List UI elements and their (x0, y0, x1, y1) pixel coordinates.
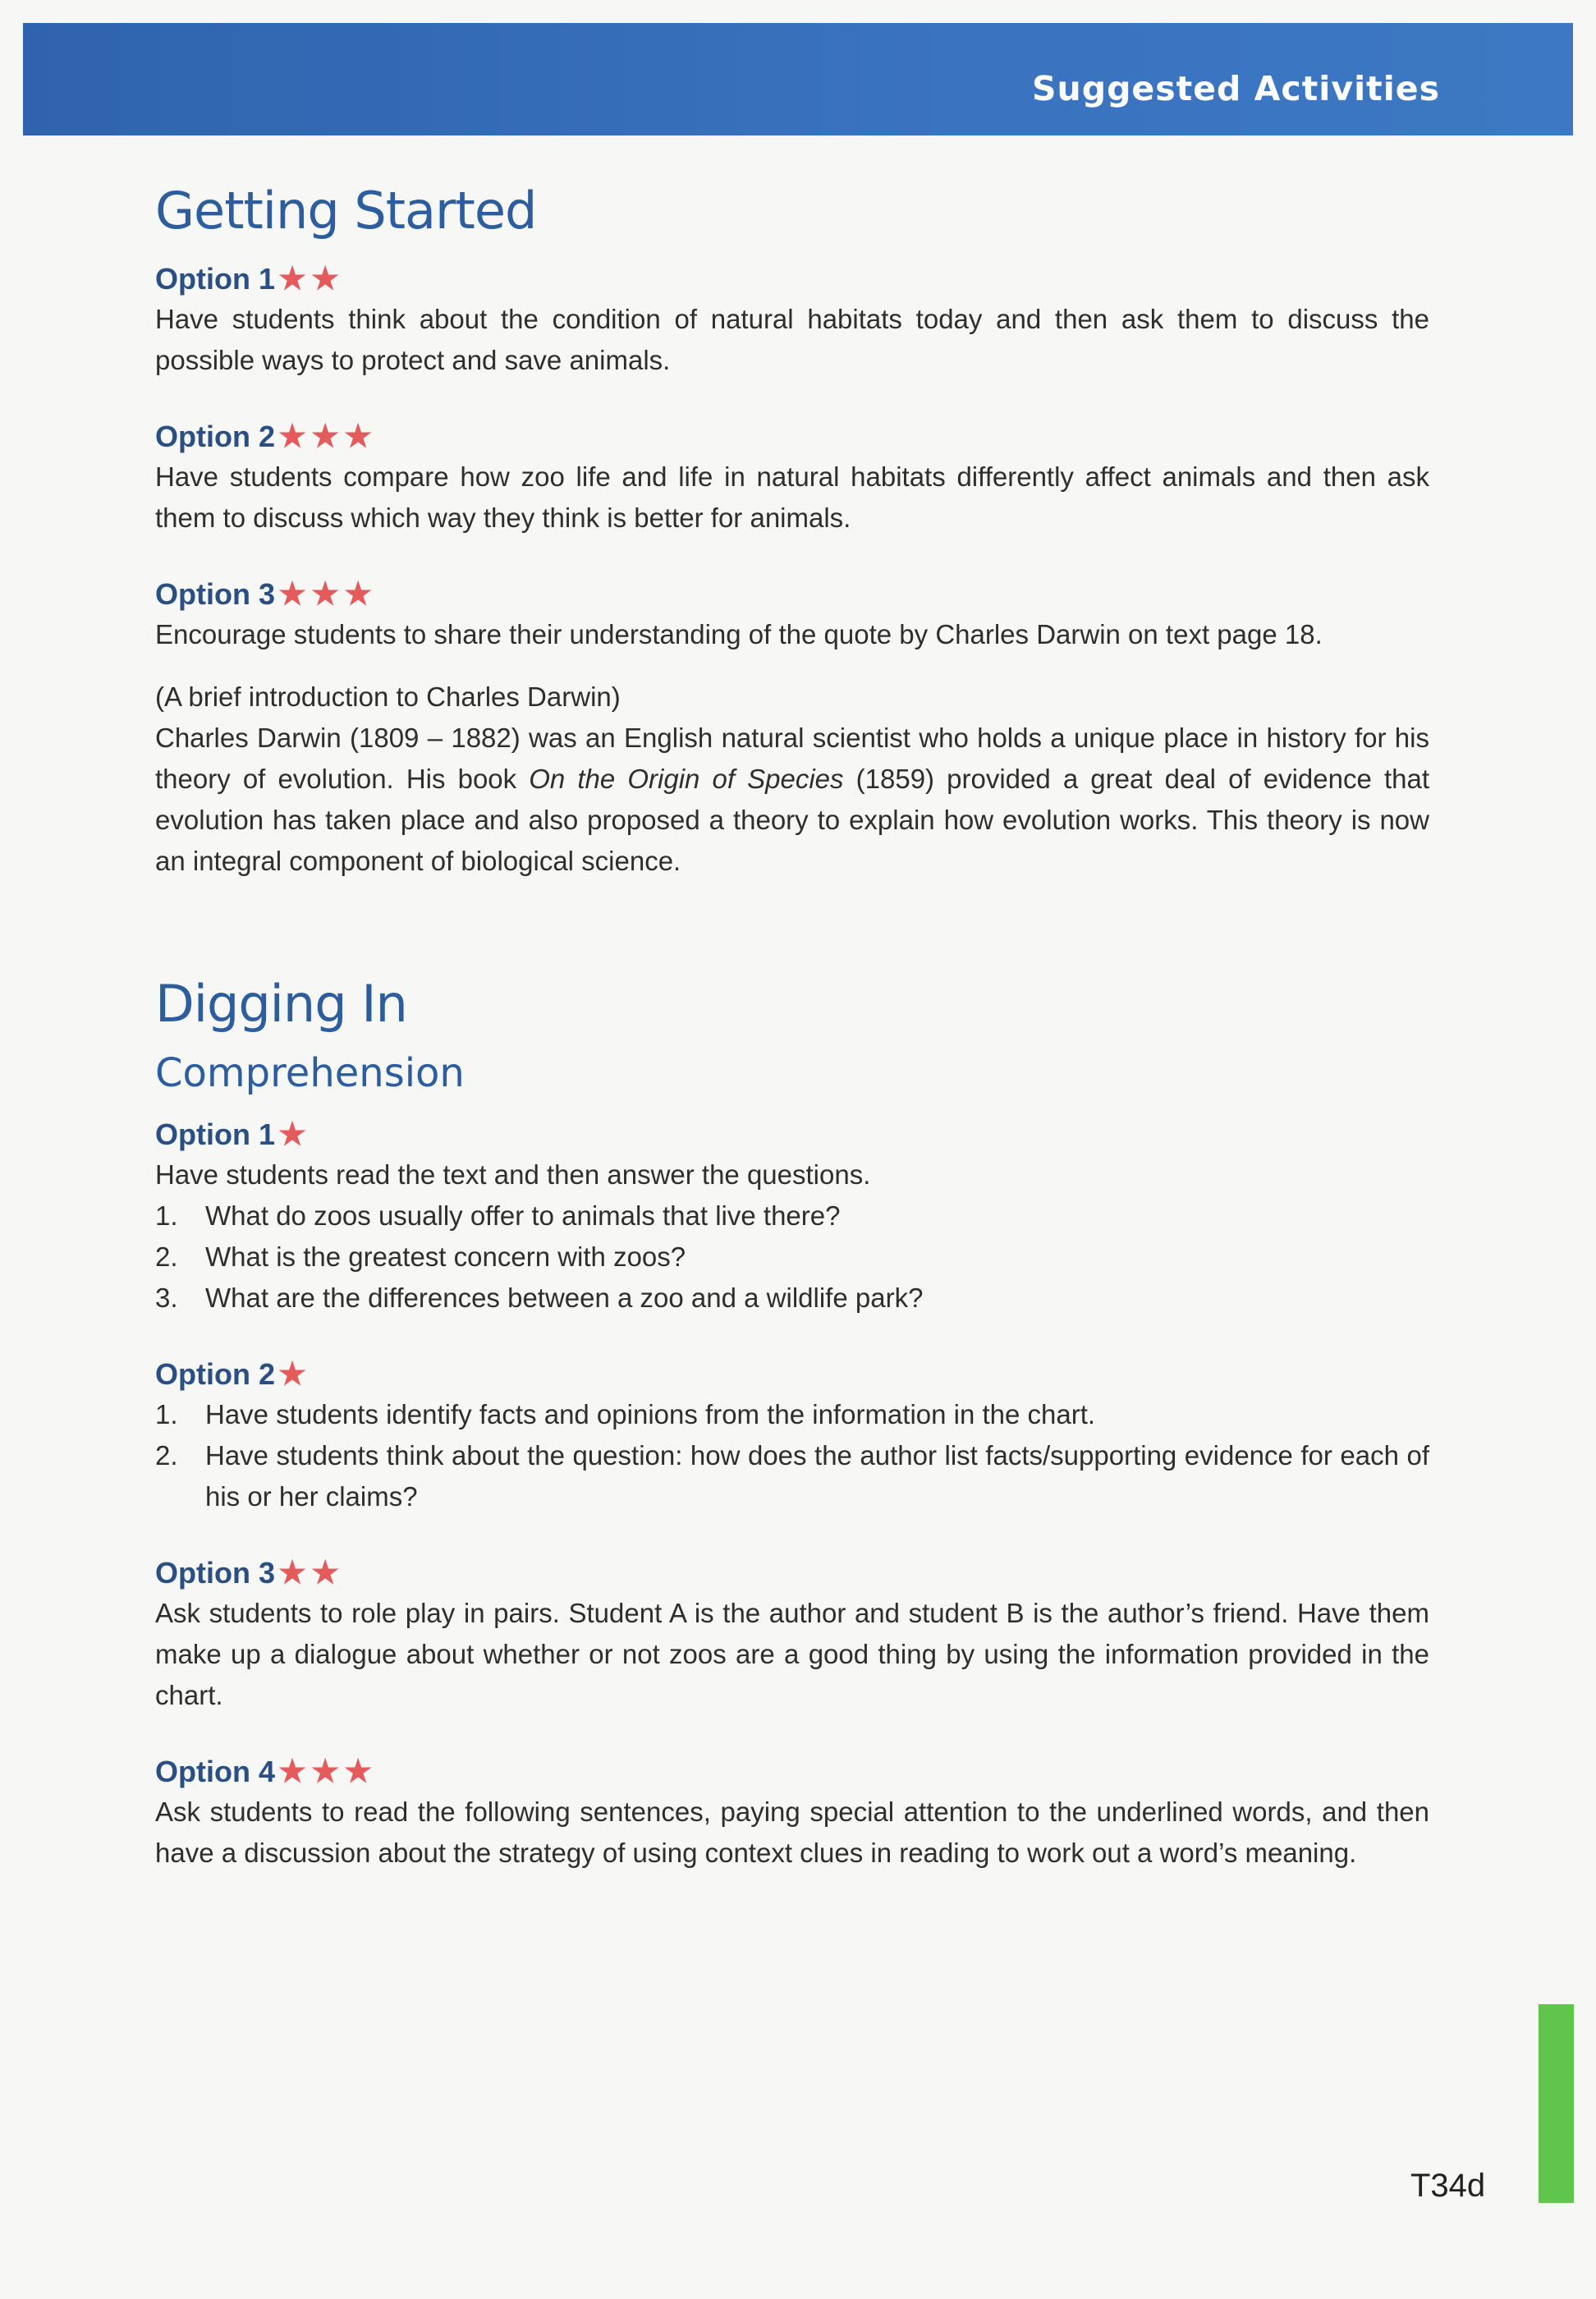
di-option-1 (155, 1115, 1429, 1319)
heading-digging-in: Digging In (155, 974, 407, 1035)
page-content (155, 181, 1429, 1874)
option-label: Option 1 (155, 262, 275, 296)
star-rating-icon: ★★★ (278, 1755, 378, 1790)
option-text: Have students read the text and then answer the questions. (155, 1159, 871, 1191)
star-rating-icon: ★ (278, 1117, 312, 1153)
star-rating-icon: ★★★ (278, 577, 378, 613)
gs-option-3 (155, 575, 1429, 655)
option-label: Option 3 (155, 1556, 275, 1590)
option-text: Ask students to read the following sentences, paying special attention to the underlined words, and then have a discussion about the strategy of using context clues in reading to work out a word’s meaning. (155, 1797, 1429, 1869)
subheading-comprehension: Comprehension (155, 1049, 465, 1096)
option-text: Have students think about the condition of natural habitats today and then ask them to discuss the possible ways to protect and save animals. (155, 304, 1429, 376)
page-number: T34d (1410, 2168, 1486, 2204)
star-rating-icon: ★★ (278, 262, 345, 297)
di-option-3 (155, 1553, 1429, 1716)
option-label: Option 4 (155, 1755, 275, 1789)
section-title: Suggested Activities (1032, 69, 1440, 108)
list-item: 2. Have students think about the question: how does the author list facts/supporting evidence for each of his or her claims? (155, 1440, 1429, 1512)
di-option-4 (155, 1752, 1429, 1874)
darwin-paragraph: Charles Darwin (1809 – 1882) was an English natural scientist who holds a unique place in history for his theory of evolution. His book On the Origin of Species (1859) provided a great deal of evidence that evolution has taken place and also proposed a theory to explain how evolution works. This theory is now an integral component of biological science. (155, 723, 1429, 877)
list-item: 3. What are the differences between a zoo and a wildlife park? (155, 1283, 924, 1314)
book-title: On the Origin of Species (529, 764, 844, 795)
list-item: 2. What is the greatest concern with zoos? (155, 1241, 686, 1273)
task-list (155, 1394, 1429, 1517)
star-rating-icon: ★★★ (278, 420, 378, 455)
option-text: Encourage students to share their understanding of the quote by Charles Darwin on text page 18. (155, 619, 1323, 650)
option-text: Have students compare how zoo life and life in natural habitats differently affect animals and then ask them to discuss which way they think is better for animals. (155, 461, 1429, 534)
darwin-intro-label: (A brief introduction to Charles Darwin) (155, 681, 621, 713)
option-label: Option 2 (155, 1357, 275, 1392)
list-item: 1. Have students identify facts and opinions from the information in the chart. (155, 1399, 1096, 1430)
question-list (155, 1195, 1429, 1319)
gs-option-1 (155, 259, 1429, 381)
gs-option-2 (155, 417, 1429, 539)
star-rating-icon: ★★ (278, 1556, 345, 1591)
option-text: Ask students to role play in pairs. Student A is the author and student B is the author’s friend. Have them make up a dialogue about whether or not zoos are a good thing by using the information provided in the chart. (155, 1598, 1429, 1711)
option-label: Option 3 (155, 577, 275, 612)
list-item: 1. What do zoos usually offer to animals that live there? (155, 1200, 841, 1232)
option-label: Option 1 (155, 1117, 275, 1152)
option-label: Option 2 (155, 420, 275, 454)
di-option-2 (155, 1355, 1429, 1517)
heading-getting-started: Getting Started (155, 181, 537, 241)
section-side-tab (1539, 2004, 1574, 2203)
star-rating-icon: ★ (278, 1357, 312, 1393)
